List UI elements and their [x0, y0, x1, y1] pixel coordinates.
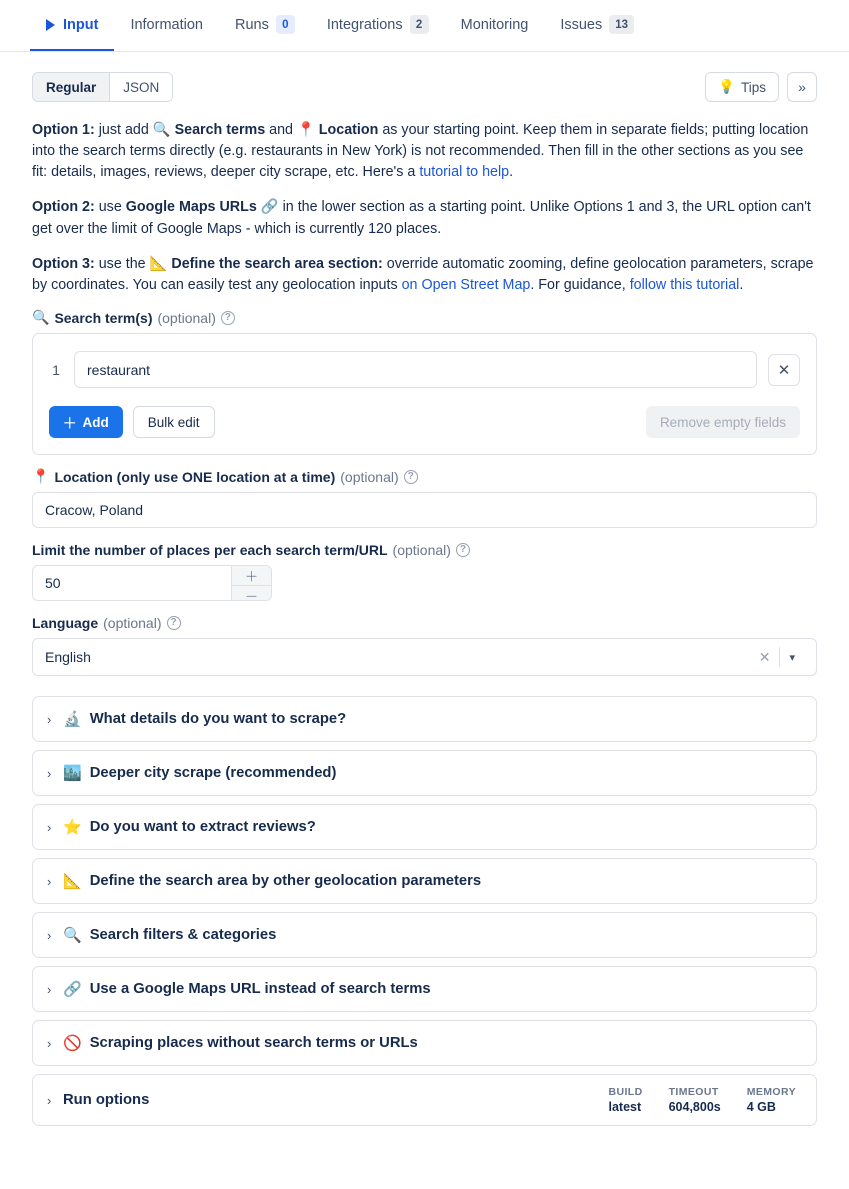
- location-optional: (optional): [340, 469, 399, 486]
- tab-label: Integrations: [326, 16, 403, 33]
- run-options-title: Run options: [63, 1092, 150, 1109]
- location-bold: Location: [318, 122, 379, 138]
- meta-key: BUILD: [608, 1086, 643, 1099]
- google-maps-urls-bold: Google Maps URLs: [125, 199, 257, 216]
- search-icon: 🔍: [152, 122, 171, 138]
- search-icon: 🔍: [63, 926, 82, 945]
- language-selected-value: English: [45, 649, 91, 666]
- chevron-right-icon: ›: [47, 819, 52, 835]
- limit-label-text: Limit the number of places per each search term/URL: [32, 542, 388, 559]
- option-2-paragraph: [32, 197, 817, 239]
- section-title: Do you want to extract reviews?: [89, 819, 316, 836]
- chevron-down-icon[interactable]: ▾: [789, 651, 795, 664]
- run-options-meta: [609, 1086, 803, 1114]
- plus-icon: ＋: [63, 416, 77, 432]
- section-title: Search filters & categories: [89, 927, 277, 944]
- section-extract-reviews[interactable]: [32, 804, 817, 850]
- meta-value: 4 GB: [746, 1100, 776, 1115]
- section-title: Deeper city scrape (recommended): [89, 765, 337, 782]
- tips-label: Tips: [740, 79, 766, 95]
- section-what-details[interactable]: [32, 696, 817, 742]
- location-input[interactable]: [32, 492, 817, 528]
- input-description: [32, 120, 817, 296]
- language-label: [32, 615, 817, 631]
- language-select-controls: [750, 639, 804, 675]
- option-2-lead: Option 2:: [32, 199, 95, 216]
- tab-monitoring[interactable]: [445, 0, 545, 51]
- option-3-text-2: override automatic zooming, define geolocation parameters, scrape by coordinates. You can easily test any geolocation inputs: [32, 255, 814, 293]
- chevron-right-icon: ›: [47, 927, 52, 943]
- section-scraping-without-terms[interactable]: [32, 1020, 817, 1066]
- option-1-lead: Option 1:: [32, 122, 95, 138]
- define-search-area-bold: Define the search area section:: [171, 255, 383, 272]
- section-run-options[interactable]: [32, 1074, 817, 1126]
- tab-runs[interactable]: [219, 0, 311, 51]
- location-pin-icon: 📍: [297, 122, 315, 138]
- tab-label: Input: [63, 16, 99, 33]
- help-icon[interactable]: ?: [404, 470, 418, 484]
- limit-label: [32, 542, 817, 558]
- stepper-increment-icon[interactable]: ＋: [244, 569, 258, 585]
- tab-information[interactable]: [114, 0, 219, 51]
- play-icon: [46, 19, 55, 31]
- tab-label: Issues: [560, 16, 603, 33]
- clear-icon[interactable]: ✕: [758, 648, 771, 665]
- expand-panel-button[interactable]: [787, 72, 817, 102]
- help-icon[interactable]: ?: [456, 543, 470, 557]
- meta-value: 604,800s: [668, 1100, 721, 1115]
- follow-tutorial-link[interactable]: follow this tutorial: [629, 276, 740, 293]
- option-1-text-3: as your starting point. Keep them in separate fields; putting location into the search terms directly (e.g. restaurants in New York) is not recommended. Then fill in the other sections as you see fit: details, images, reviews, deeper city scrape, etc. Here's a: [32, 122, 809, 181]
- tab-label: Monitoring: [460, 16, 529, 33]
- toolbar-right: [705, 72, 817, 102]
- meta-key: MEMORY: [746, 1086, 796, 1099]
- tutorial-to-help-link[interactable]: tutorial to help: [419, 164, 510, 181]
- issues-count-badge: 13: [609, 15, 634, 34]
- search-terms-field: [32, 310, 817, 455]
- double-chevron-right-icon: »: [798, 79, 806, 95]
- integrations-count-badge: 2: [410, 15, 429, 34]
- input-content: [0, 52, 849, 1126]
- section-deeper-city-scrape[interactable]: [32, 750, 817, 796]
- limit-optional: (optional): [392, 542, 451, 559]
- editor-mode-switch: [32, 72, 173, 102]
- runs-count-badge: 0: [276, 15, 295, 34]
- option-1-text-1: just add: [94, 122, 153, 138]
- section-title: Define the search area by other geolocation parameters: [89, 873, 482, 890]
- location-label-text: Location (only use ONE location at a time): [54, 469, 336, 486]
- language-select[interactable]: [32, 638, 817, 676]
- tab-issues[interactable]: [544, 0, 650, 51]
- section-title: Use a Google Maps URL instead of search terms: [89, 981, 431, 998]
- prohibited-icon: 🚫: [63, 1034, 82, 1053]
- lightbulb-icon: 💡: [718, 79, 735, 95]
- language-optional: (optional): [103, 615, 162, 632]
- section-search-filters[interactable]: [32, 912, 817, 958]
- option-3-paragraph: [32, 254, 817, 296]
- search-terms-box: [32, 333, 817, 455]
- link-icon: 🔗: [260, 199, 279, 216]
- search-terms-bold: Search terms: [174, 122, 266, 138]
- run-meta-timeout: [669, 1086, 721, 1114]
- remove-search-term-button[interactable]: ✕: [768, 354, 800, 386]
- chevron-right-icon: ›: [47, 873, 52, 889]
- link-icon: 🔗: [63, 980, 82, 999]
- tab-label: Information: [130, 16, 203, 33]
- language-select-wrap: [32, 638, 817, 676]
- language-field: [32, 615, 817, 676]
- chevron-right-icon: ›: [47, 765, 52, 781]
- editor-toolbar: [32, 72, 817, 102]
- help-icon[interactable]: ?: [221, 311, 235, 325]
- add-label: Add: [82, 414, 109, 430]
- chevron-right-icon: ›: [47, 1092, 52, 1108]
- triangle-ruler-icon: 📐: [63, 872, 82, 891]
- search-terms-actions: [49, 406, 800, 438]
- help-icon[interactable]: ?: [167, 616, 181, 630]
- mode-regular[interactable]: Regular: [33, 73, 109, 101]
- location-label: [32, 469, 817, 485]
- language-label-text: Language: [32, 615, 99, 632]
- option-2-text-2: in the lower section as a starting point. Unlike Options 1 and 3, the URL option can't get over the limit of Google Maps - which is currently 120 places.: [32, 199, 811, 237]
- run-meta-build: [609, 1086, 643, 1114]
- cityscape-icon: 🏙️: [63, 764, 82, 783]
- meta-key: TIMEOUT: [668, 1086, 719, 1099]
- tab-input[interactable]: [30, 0, 114, 51]
- limit-stepper-wrap: [32, 565, 272, 601]
- location-pin-icon: 📍: [32, 469, 50, 486]
- limit-field: [32, 542, 817, 601]
- option-1-text-4: .: [509, 164, 514, 181]
- option-3-text-1: use the: [94, 255, 150, 272]
- add-search-term-button[interactable]: [49, 406, 123, 438]
- search-term-row: [49, 351, 800, 388]
- triangle-ruler-icon: 📐: [149, 255, 168, 272]
- tab-label: Runs: [234, 16, 269, 33]
- microscope-icon: 🔬: [63, 710, 82, 729]
- chevron-right-icon: ›: [47, 981, 52, 997]
- star-icon: ⭐: [63, 818, 82, 837]
- open-street-map-link[interactable]: on Open Street Map: [401, 276, 531, 293]
- collapsible-sections: [32, 696, 817, 1126]
- option-1-text-2: and: [265, 122, 297, 138]
- chevron-right-icon: ›: [47, 1035, 52, 1051]
- option-3-text-3: . For guidance,: [530, 276, 630, 293]
- option-2-text-1: use: [94, 199, 126, 216]
- search-terms-label-text: Search term(s): [54, 310, 153, 327]
- option-1-paragraph: [32, 120, 817, 183]
- main-tabbar: [0, 0, 849, 52]
- section-title: What details do you want to scrape?: [89, 711, 347, 728]
- stepper-decrement-icon[interactable]: －: [232, 585, 271, 600]
- search-terms-label: [32, 310, 817, 326]
- option-3-text-4: .: [739, 276, 744, 293]
- remove-empty-fields-button: Remove empty fields: [646, 406, 800, 438]
- section-define-search-area[interactable]: [32, 858, 817, 904]
- tab-integrations[interactable]: [311, 0, 445, 51]
- meta-value: latest: [608, 1100, 642, 1115]
- quantity-stepper: [231, 566, 271, 600]
- section-title: Scraping places without search terms or URLs: [89, 1035, 418, 1052]
- search-terms-optional: (optional): [157, 310, 216, 327]
- tips-button[interactable]: [705, 72, 779, 102]
- section-google-maps-url[interactable]: [32, 966, 817, 1012]
- option-3-lead: Option 3:: [32, 255, 95, 272]
- search-term-index: 1: [52, 361, 60, 378]
- location-field: [32, 469, 817, 528]
- chevron-right-icon: ›: [47, 711, 52, 727]
- search-term-input[interactable]: [74, 351, 757, 388]
- run-meta-memory: [747, 1086, 796, 1114]
- bulk-edit-button[interactable]: Bulk edit: [133, 406, 215, 438]
- mode-json[interactable]: JSON: [109, 73, 172, 101]
- search-icon: 🔍: [32, 310, 50, 327]
